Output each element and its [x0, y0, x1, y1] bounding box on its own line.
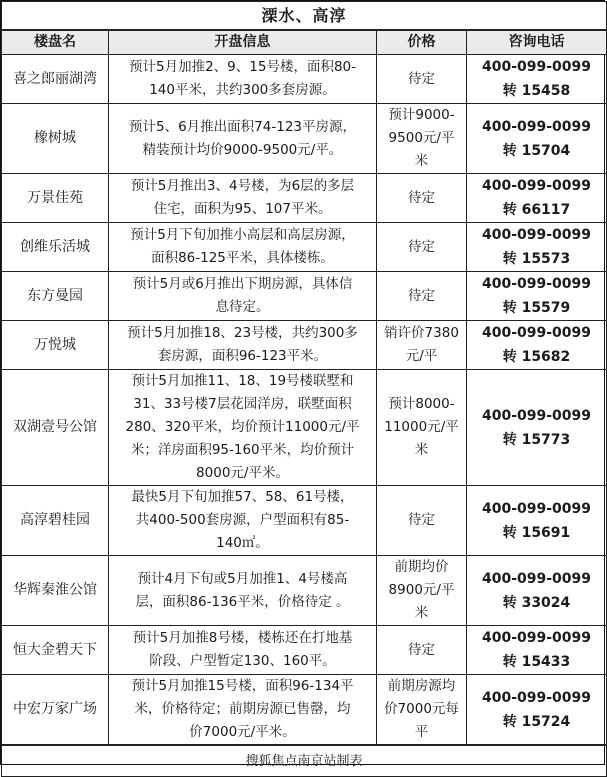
opening-info-line: 预计5、6月推出面积74-123平房源， — [129, 118, 356, 135]
price-cell — [377, 370, 467, 486]
phone-extension: 转 15773 — [502, 431, 571, 448]
opening-info-cell — [109, 675, 377, 746]
price-line: 待定 — [408, 512, 435, 528]
opening-info-line: 米，价格待定；前期房源已售罄，均 — [134, 701, 351, 717]
price-line: 待定 — [408, 189, 435, 206]
table-row — [2, 223, 607, 272]
phone-number[interactable]: 400-099-0099 — [481, 689, 592, 706]
property-name-cell: 恒大金碧天下 — [2, 626, 109, 675]
opening-info-line: 套房源，面积96-123平米。 — [157, 348, 328, 364]
opening-info-line: 预计5月加推11、18、19号楼联墅和 — [131, 373, 354, 389]
property-name-cell: 橡树城 — [2, 104, 109, 174]
phone-cell — [467, 556, 607, 626]
price-line: 价7000元每 — [384, 701, 459, 717]
table-row — [2, 486, 607, 556]
phone-number[interactable]: 400-099-0099 — [481, 227, 592, 243]
price-line: 前期房源均 — [387, 678, 456, 694]
table-row — [2, 370, 607, 486]
table-row — [2, 174, 607, 223]
opening-info-line: 精装预计均价9000-9500元/平。 — [142, 141, 343, 158]
price-cell — [377, 486, 467, 556]
price-cell — [377, 223, 467, 272]
opening-info-line: 140平米，共约300多套房源。 — [149, 82, 336, 98]
price-line: 11000元/平 — [384, 419, 459, 435]
property-name-cell: 万景佳苑 — [2, 174, 109, 223]
property-name-cell: 华辉秦淮公馆 — [2, 556, 109, 626]
opening-info-line: 预计5月加推18、23号楼，共约300多 — [127, 325, 358, 341]
phone-cell — [467, 486, 607, 556]
opening-info-line: 预计5月加推8号楼，楼栋还在打地基 — [132, 630, 353, 646]
price-line: 9500元/平 — [388, 130, 455, 146]
phone-cell — [467, 370, 607, 486]
price-line: 平 — [414, 724, 429, 740]
opening-info-cell — [109, 55, 377, 104]
property-name-cell: 东方曼园 — [2, 272, 109, 321]
opening-info-line: 预计5月下旬加推小高层和高层房源， — [130, 227, 355, 243]
phone-number[interactable]: 400-099-0099 — [481, 178, 592, 194]
price-line: 8900元/平 — [388, 582, 455, 598]
table-row — [2, 55, 607, 104]
phone-number[interactable]: 400-099-0099 — [481, 118, 592, 135]
phone-extension: 转 15573 — [502, 251, 571, 267]
phone-number[interactable]: 400-099-0099 — [481, 59, 592, 75]
phone-cell — [467, 626, 607, 675]
property-name-cell: 万悦城 — [2, 321, 109, 370]
phone-number[interactable]: 400-099-0099 — [481, 325, 592, 341]
phone-cell — [467, 272, 607, 321]
phone-cell — [467, 321, 607, 370]
table-row — [2, 321, 607, 370]
opening-info-line: 米；洋房面积95-160平米，均价预计 — [130, 442, 355, 458]
header-opening-info: 开盘信息 — [109, 30, 377, 55]
phone-extension: 转 15682 — [502, 349, 571, 365]
phone-number[interactable]: 400-099-0099 — [481, 570, 592, 587]
price-line: 预计9000- — [388, 107, 455, 123]
table-row — [2, 675, 607, 746]
header-price: 价格 — [377, 30, 467, 55]
opening-info-cell — [109, 556, 377, 626]
phone-cell — [467, 55, 607, 104]
price-cell — [377, 55, 467, 104]
opening-info-line: 31、33号楼7层花园洋房，联墅面积 — [133, 396, 352, 412]
price-cell — [377, 556, 467, 626]
opening-info-cell — [109, 174, 377, 223]
phone-number[interactable]: 400-099-0099 — [481, 630, 592, 646]
price-line: 米 — [414, 442, 429, 458]
table-row — [2, 272, 607, 321]
header-phone: 咨询电话 — [467, 30, 607, 55]
price-cell — [377, 626, 467, 675]
price-cell — [377, 675, 467, 746]
table-row — [2, 626, 607, 675]
phone-cell — [467, 174, 607, 223]
phone-number[interactable]: 400-099-0099 — [481, 407, 592, 424]
phone-extension: 转 66117 — [502, 202, 571, 218]
opening-info-line: 价7000元/平米。 — [189, 724, 296, 740]
property-name-cell: 双湖壹号公馆 — [2, 370, 109, 486]
opening-info-cell — [109, 223, 377, 272]
opening-info-line: 280、320平米，均价预计11000元/平 — [125, 419, 360, 435]
header-property-name: 楼盘名 — [2, 30, 109, 55]
opening-info-line: 面积86-125平米，具体楼栋。 — [151, 250, 334, 266]
price-line: 待定 — [408, 287, 435, 304]
opening-info-cell — [109, 626, 377, 675]
property-name-cell: 高淳碧桂园 — [2, 486, 109, 556]
price-line: 前期均价 — [394, 559, 449, 575]
price-cell — [377, 272, 467, 321]
phone-extension: 转 15724 — [502, 713, 571, 730]
opening-info-line: 预计5月或6月推出下期房源，具体信 — [132, 276, 353, 292]
phone-extension: 转 15458 — [502, 83, 571, 99]
opening-info-line: 层，面积86-136平米，价格待定 。 — [135, 593, 350, 610]
phone-extension: 转 15579 — [502, 300, 571, 316]
price-line: 元/平 — [405, 348, 438, 364]
opening-info-line: 息待定。 — [215, 299, 270, 315]
phone-number[interactable]: 400-099-0099 — [481, 276, 592, 292]
table-footer-row — [2, 745, 607, 777]
opening-info-line: 预计5月推出3、4号楼，为6层的多层 — [130, 178, 355, 194]
table-row — [2, 104, 607, 174]
property-listing-table — [1, 1, 607, 777]
opening-info-line: 预计4月下旬或5月加推1、4号楼高 — [137, 570, 348, 587]
price-line: 米 — [414, 605, 429, 621]
phone-extension: 转 15691 — [502, 524, 571, 541]
table-row — [2, 556, 607, 626]
phone-extension: 转 15704 — [502, 142, 571, 159]
opening-info-line: 阶段、户型暂定130、160平。 — [149, 653, 336, 669]
opening-info-line: 8000元/平米。 — [196, 465, 289, 481]
opening-info-cell — [109, 486, 377, 556]
opening-info-cell — [109, 104, 377, 174]
table-header-row — [2, 30, 607, 55]
opening-info-cell — [109, 321, 377, 370]
opening-info-cell — [109, 370, 377, 486]
property-name-cell: 创维乐活城 — [2, 223, 109, 272]
opening-info-line: 共400-500套房源，户型面积有85- — [135, 512, 350, 528]
phone-extension: 转 15433 — [502, 654, 571, 670]
phone-cell — [467, 223, 607, 272]
property-name-cell: 喜之郎丽湖湾 — [2, 55, 109, 104]
price-line: 待定 — [408, 238, 435, 255]
phone-number[interactable]: 400-099-0099 — [481, 500, 592, 517]
price-cell — [377, 104, 467, 174]
property-name-cell: 中宏万家广场 — [2, 675, 109, 746]
price-line: 米 — [414, 153, 429, 169]
opening-info-cell — [109, 272, 377, 321]
price-line: 销许价7380 — [384, 325, 459, 341]
opening-info-line: 住宅，面积为95、107平米。 — [153, 201, 332, 217]
phone-cell — [467, 675, 607, 746]
table-title-row — [2, 2, 607, 31]
price-line: 待定 — [408, 641, 435, 658]
opening-info-line: 预计5月加推15号楼，面积96-134平 — [131, 678, 354, 694]
opening-info-line: 预计5月加推2、9、15号楼，面积80- — [129, 59, 356, 75]
price-line: 预计8000- — [388, 396, 455, 412]
phone-cell — [467, 104, 607, 174]
table-footer-credit: 搜狐焦点南京站制表 — [2, 745, 607, 777]
price-cell — [377, 321, 467, 370]
price-cell — [377, 174, 467, 223]
table-title: 溧水、高淳 — [2, 2, 607, 31]
price-line: 待定 — [408, 70, 435, 87]
phone-extension: 转 33024 — [502, 594, 571, 611]
table-body — [2, 55, 607, 746]
opening-info-line: 最快5月下旬加推57、58、61号楼， — [131, 489, 354, 505]
opening-info-line: 140㎡。 — [216, 535, 269, 551]
